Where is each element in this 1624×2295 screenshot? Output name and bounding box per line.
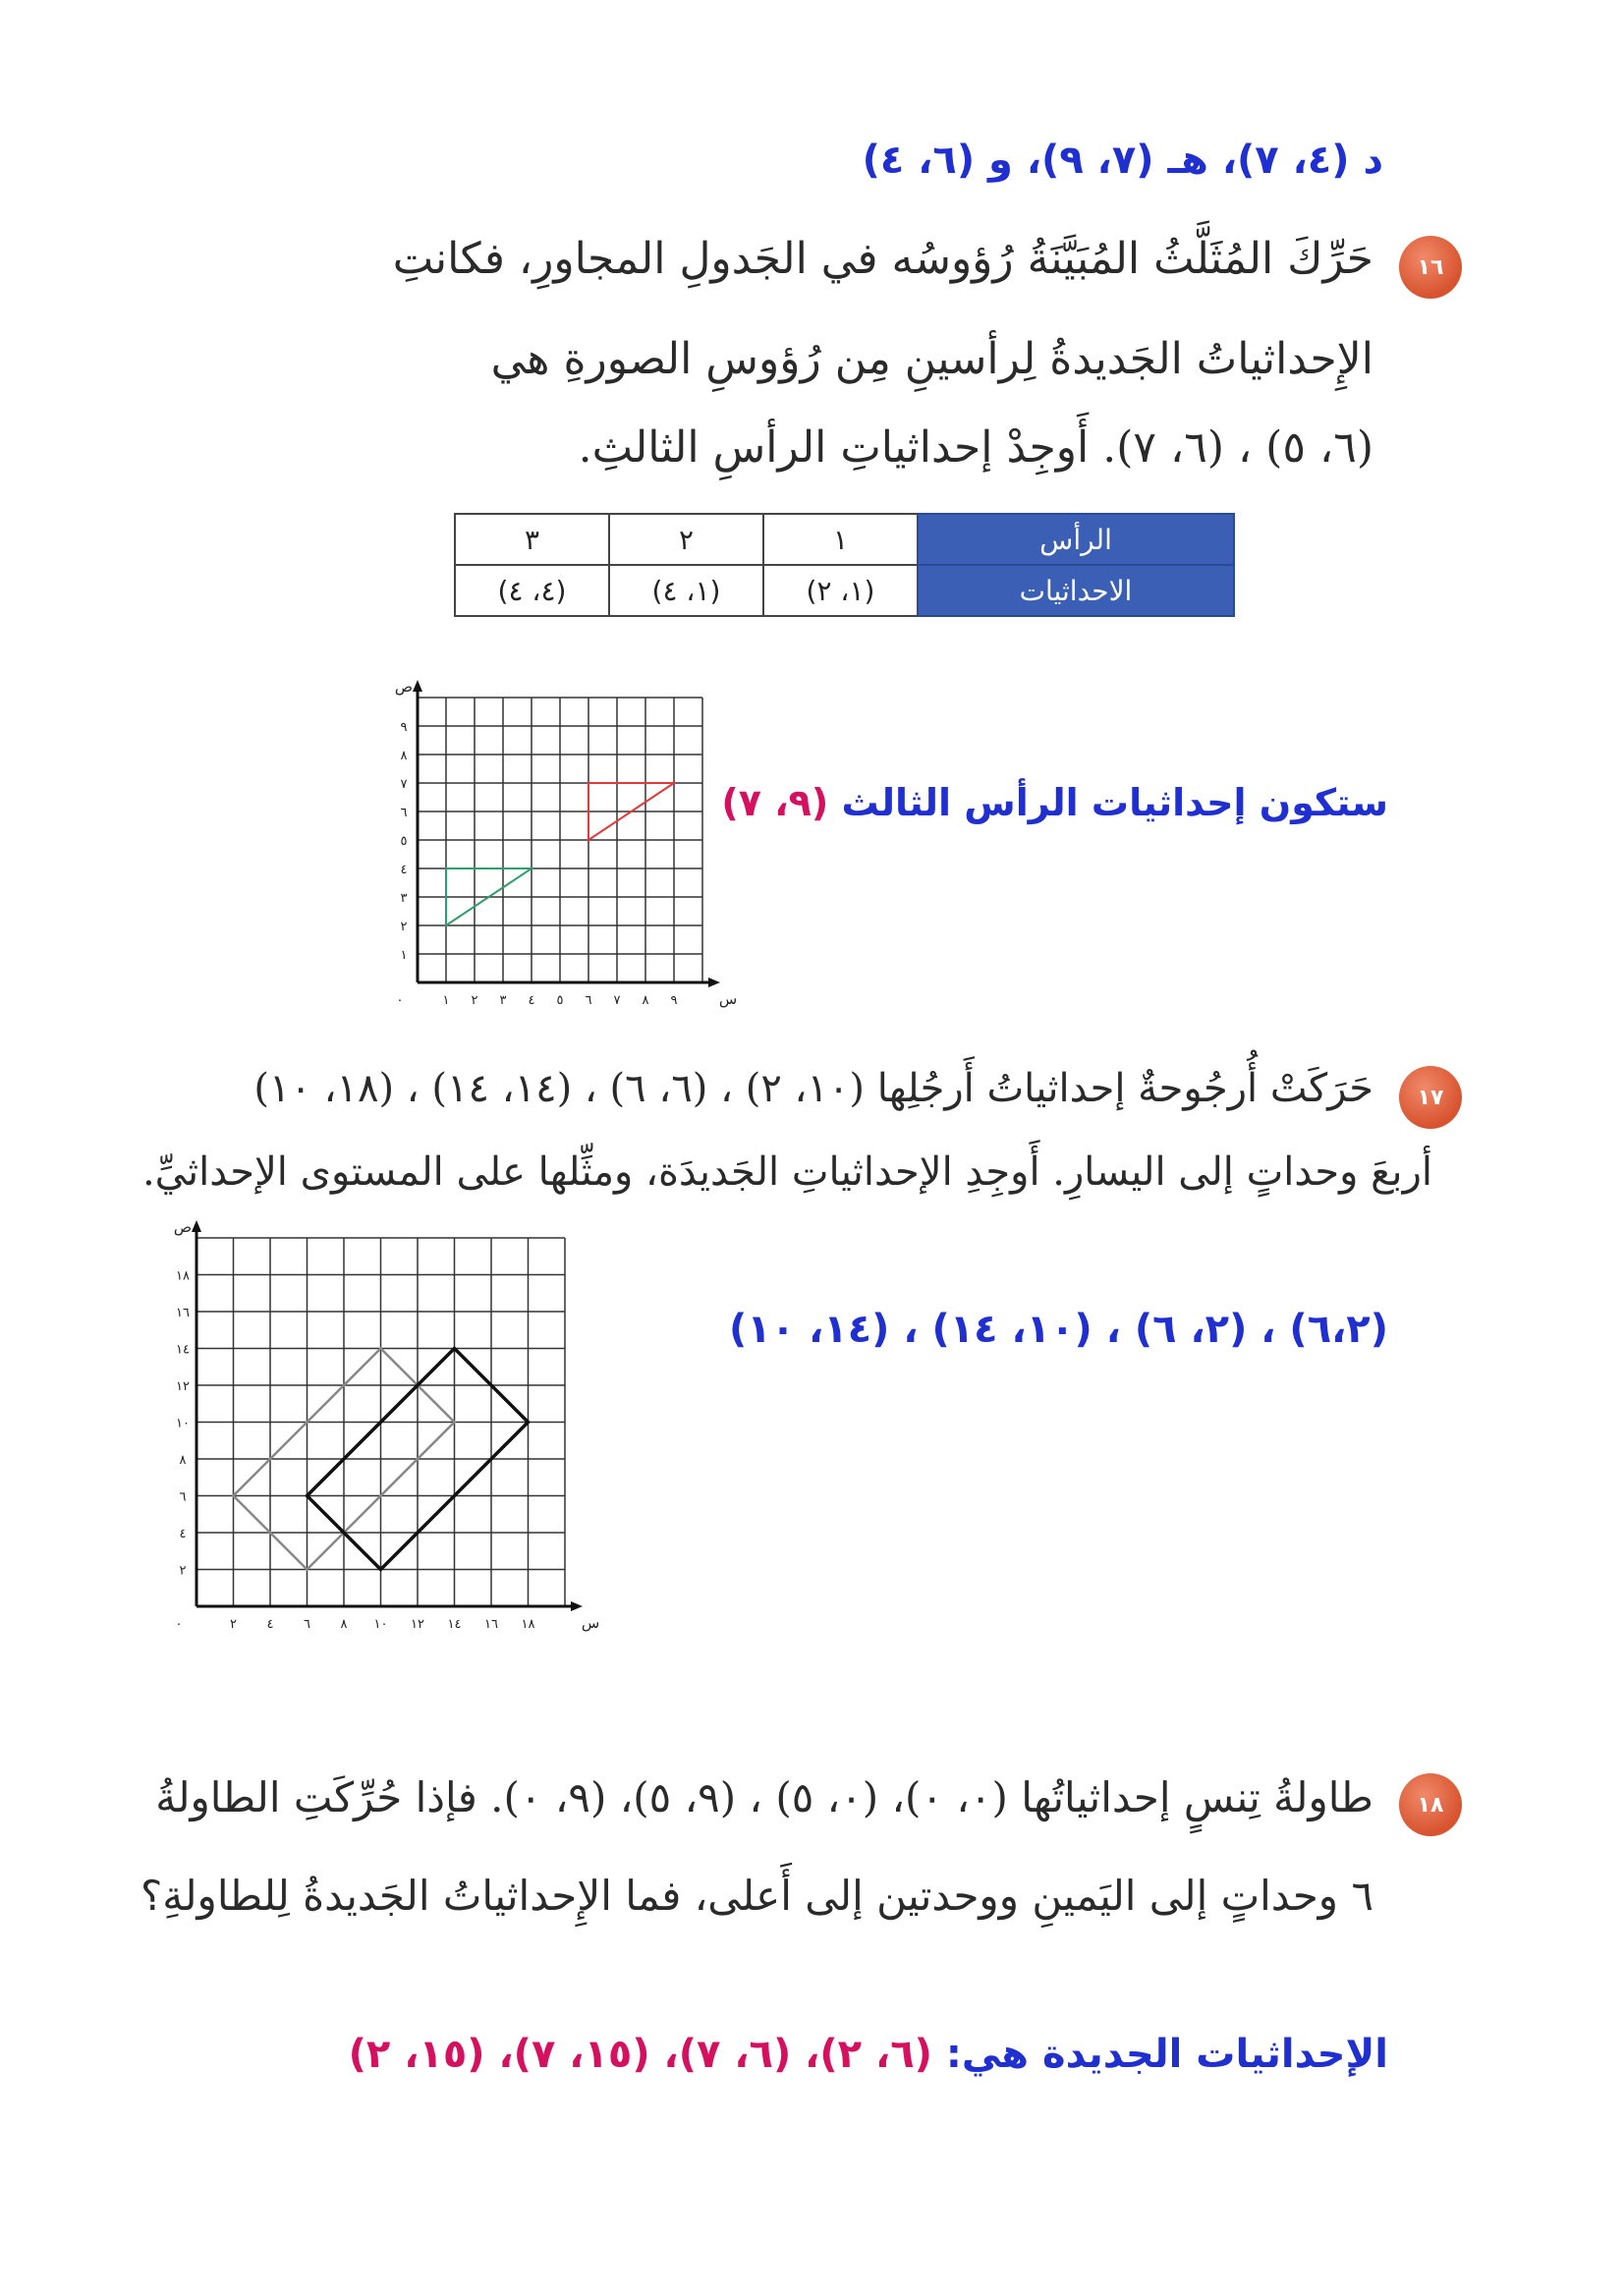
x-tick-label: ٣ (499, 993, 507, 1008)
y-tick-label: ٨ (179, 1453, 187, 1468)
problem-17-line1: حَرَكَتْ أُرجُوحةٌ إحداثياتُ أَرجُلِها (١٠، ٢) ، (٦، ٦) ، (١٤، ١٤) ، (١٨، ١٠) (253, 1066, 1373, 1111)
problem-18-answer (349, 2032, 1388, 2077)
graph-problem-17 (147, 1218, 600, 1655)
problem-16-line3: (٦، ٥) ، (٦، ٧). أَوجِدْ إحداثياتِ الرأسِ الثالثِ. (578, 422, 1373, 473)
x-tick-label: ٢ (471, 993, 478, 1008)
x-tick-label: ٦ (304, 1617, 310, 1632)
x-tick-label: ٨ (340, 1617, 348, 1632)
origin-label: ٠ (396, 993, 404, 1008)
problem-16-badge (1399, 236, 1462, 299)
y-tick-label: ٦ (179, 1489, 187, 1505)
y-tick-label: ٧ (400, 777, 408, 792)
table-cell: (٤، ٤) (455, 565, 609, 616)
x-tick-label: ١٤ (447, 1617, 462, 1632)
x-tick-label: ٥ (556, 993, 564, 1008)
x-tick-label: ١٦ (484, 1617, 498, 1632)
y-axis-arrow (192, 1220, 201, 1232)
y-tick-label: ١٦ (176, 1306, 190, 1320)
y-tick-label: ٨ (400, 749, 408, 763)
table-cell: (١، ٢) (763, 565, 918, 616)
y-tick-label: ٣ (400, 891, 408, 906)
y-tick-label: ١٠ (176, 1416, 190, 1431)
y-tick-label: ٢ (400, 920, 408, 934)
x-axis-arrow (708, 978, 720, 987)
y-tick-label: ٤ (179, 1527, 187, 1541)
x-tick-label: ١ (442, 993, 450, 1008)
problem-17-number: ١٧ (1417, 1085, 1444, 1110)
x-tick-label: ٢ (230, 1617, 237, 1632)
y-tick-label: ١٤ (176, 1342, 190, 1358)
problem-16-line2: الإِحداثياتُ الجَديدةُ لِرأسينِ مِن رُؤوسِ الصورةِ هي (490, 334, 1373, 384)
problem-17-line2: أربعَ وحداتٍ إلى اليسارِ. أَوجِدِ الإحداثياتِ الجَديدَة، ومثِّلها على المستوى الإحداثيِّ. (141, 1149, 1432, 1195)
problem-16-answer-value: (٩، ٧) (721, 781, 829, 824)
problem-18-line1: طاولةُ تِنسٍ إحداثياتُها (٠، ٠)، (٠، ٥) ، (٩، ٥)، (٩، ٠). فإذا حُرِّكَتِ الطاولةُ (155, 1773, 1373, 1821)
y-tick-label: ١٢ (176, 1379, 190, 1394)
problem-16-answer (721, 781, 1388, 824)
y-tick-label: ١٨ (176, 1268, 190, 1284)
x-tick-label: ٨ (642, 993, 649, 1008)
table-cell: ٢ (609, 514, 763, 565)
problem-16-line1: حَرِّكَ المُثَلَّثُ المُبَيَّنَةُ رُؤوسُه في الجَدولِ المجاورِ، فكانتِ (392, 234, 1373, 284)
y-tick-label: ٤ (400, 863, 408, 877)
vertices-table (454, 513, 1235, 617)
x-tick-label: ٤ (528, 993, 535, 1008)
table-cell: ٣ (455, 514, 609, 565)
x-tick-label: ١٢ (411, 1617, 424, 1632)
x-tick-label: ١٨ (521, 1617, 535, 1632)
table-header-coordinates: الاحداثيات (918, 565, 1234, 616)
problem-17-answer: (٦،٢) ، (٢، ٦) ، (١٠، ١٤) ، (١٤، ١٠) (729, 1307, 1388, 1352)
y-tick-label: ٩ (400, 720, 408, 735)
problem-16-number: ١٦ (1417, 254, 1444, 280)
table-cell: (١، ٤) (609, 565, 763, 616)
y-tick-label: ١ (400, 948, 408, 963)
graph-problem-16 (373, 678, 738, 1022)
y-tick-label: ٥ (400, 834, 408, 849)
x-axis-arrow (571, 1601, 583, 1611)
x-tick-label: ٦ (585, 993, 592, 1008)
problem-18-answer-value: (٦، ٢)، (٦، ٧)، (١٥، ٧)، (١٥، ٢) (348, 2032, 932, 2077)
y-axis-arrow (413, 680, 422, 692)
table-header-vertex: الرأس (918, 514, 1234, 565)
x-tick-label: ٩ (670, 993, 678, 1008)
problem-18-badge (1399, 1773, 1462, 1836)
x-tick-label: ٤ (266, 1617, 274, 1632)
x-tick-label: ٧ (613, 993, 621, 1008)
x-tick-label: ١٠ (373, 1617, 388, 1632)
y-axis-label: ص (173, 1218, 193, 1236)
problem-18-line2: ٦ وحداتٍ إلى اليَمينِ ووحدتين إلى أَعلى، فما الإِحداثياتُ الجَديدةُ لِلطاولةِ؟ (140, 1872, 1373, 1920)
problem-18-number: ١٨ (1417, 1792, 1444, 1818)
top-answer: د (٤، ٧)، هـ (٧، ٩)، و (٦، ٤) (862, 138, 1383, 183)
problem-18-answer-prefix: الإحداثيات الجديدة هي: (945, 2032, 1388, 2077)
y-tick-label: ٢ (179, 1563, 187, 1579)
y-tick-label: ٦ (400, 806, 408, 820)
x-axis-label: س (718, 990, 738, 1008)
y-axis-label: ص (394, 678, 414, 696)
problem-16-answer-prefix: ستكون إحداثيات الرأس الثالث (841, 781, 1388, 824)
x-axis-label: س (581, 1614, 600, 1632)
table-cell: ١ (763, 514, 918, 565)
problem-17-badge (1399, 1066, 1462, 1129)
origin-label: ٠ (175, 1617, 183, 1632)
